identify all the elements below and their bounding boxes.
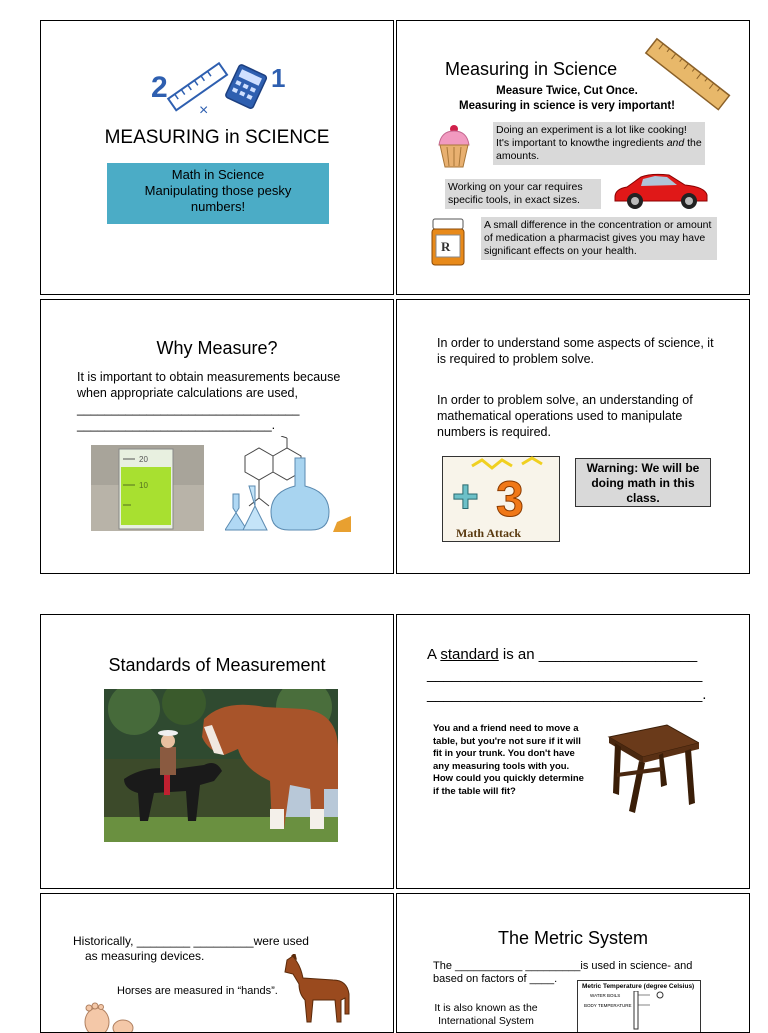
cooking-text: Doing an experiment is a lot like cooking! It's important to knowthe ingredients	[496, 124, 687, 149]
slide-4-paragraph-1: In order to understand some aspects of science, it is required to problem solve.	[437, 336, 714, 366]
math-ruler-calculator-icon	[149, 57, 289, 119]
horse-hands-text: Horses are measured in “hands”.	[117, 985, 278, 997]
slide-7	[40, 893, 394, 1033]
temperature-label-2: BODY TEMPERATURE	[584, 1003, 632, 1008]
slide-2-title: Measuring in Science	[445, 59, 618, 79]
slide-4	[396, 299, 750, 574]
slide-4-paragraph-2: In order to problem solve, an understanding of mathematical operations used to manipulate numbers is required.	[437, 393, 693, 439]
metric-temperature-chart	[577, 980, 701, 1033]
warning-text: Warning: We will be doing math in this class.	[586, 461, 700, 505]
horse-and-pony-photo	[104, 689, 338, 842]
car-text: Working on your car requires specific tools, in exact sizes.	[448, 181, 583, 206]
slide-3-text	[77, 369, 357, 433]
table-question: You and a friend need to move a table, but you're not sure if it will fit in your trunk. You don't have any measuring tools with you. How could you quickly determine if the table will fit?	[433, 723, 584, 797]
temperature-label-1: WATER BOILS	[590, 993, 621, 998]
red-car-icon	[611, 169, 711, 211]
slide-1	[40, 20, 394, 295]
feet-icon	[81, 1002, 137, 1032]
slide-2	[396, 20, 750, 295]
svg-text:3: 3	[496, 471, 524, 527]
thermometer-icon	[630, 991, 670, 1031]
medicine-bottle-icon	[429, 217, 467, 267]
svg-text:+: +	[452, 470, 479, 522]
slide-8-title: The Metric System	[497, 928, 649, 948]
standard-blank-2: _________________________________	[427, 666, 703, 683]
temperature-chart-title: Metric Temperature (degree Celsius)	[582, 983, 695, 990]
metric-text-2: It is also known as the International System	[434, 1002, 538, 1027]
svg-text:×: ×	[199, 102, 209, 119]
slide-1-title: MEASURING in SCIENCE	[104, 127, 330, 148]
math-attack-image	[442, 456, 560, 542]
subtitle-line-2: Manipulating those pesky numbers!	[144, 183, 292, 214]
slide-2-sub-1: Measure Twice, Cut Once.	[496, 85, 638, 97]
cylinder-mark-2: 10	[139, 481, 148, 490]
historical-text-line-1: Historically, ________ _________were used	[73, 934, 309, 948]
graduated-cylinder-image	[91, 445, 204, 531]
digit-right: 1	[271, 63, 286, 93]
cooking-text-end: the amounts.	[496, 137, 702, 162]
standard-keyword: standard	[440, 646, 499, 663]
why-measure-blank: ____________________________.	[77, 418, 276, 432]
digit-left: 2	[151, 71, 168, 104]
slide-5	[40, 614, 394, 889]
medication-text-box	[481, 217, 717, 260]
chemistry-flask-image	[225, 436, 351, 532]
why-measure-text: It is important to obtain measurements because when appropriate calculations are used, ________________________________	[77, 370, 341, 416]
standard-suffix: is an ___________________	[498, 646, 698, 663]
slide-2-sub-2: Measuring in science is very important!	[458, 100, 675, 112]
cooking-text-emphasis: and	[666, 137, 685, 149]
slide-3-title: Why Measure?	[156, 338, 278, 358]
medication-text: A small difference in the concentration or amount of medication a pharmacist gives you may have significant effects on your health.	[484, 219, 712, 257]
math-attack-caption: Math Attack	[456, 526, 521, 540]
cupcake-icon	[435, 121, 473, 169]
standard-prefix: A	[427, 646, 441, 663]
slide-5-title: Standards of Measurement	[108, 655, 326, 675]
car-text-box	[445, 179, 601, 209]
historical-text-line-2: as measuring devices.	[85, 949, 205, 963]
slide-6	[396, 614, 750, 889]
slide-3	[40, 299, 394, 574]
slide-8	[396, 893, 750, 1033]
subtitle-line-1: Math in Science	[171, 167, 265, 182]
warning-box	[575, 458, 711, 507]
standard-blank-3: _________________________________.	[427, 686, 707, 703]
cooking-text-box	[493, 122, 705, 165]
cylinder-mark-1: 20	[139, 455, 148, 464]
brown-horse-icon	[283, 954, 353, 1026]
standard-definition	[427, 645, 727, 705]
wooden-table-icon	[603, 723, 699, 815]
metric-text: The ___________ _________is used in science- and based on factors of ____.	[433, 960, 693, 985]
svg-text:R: R	[441, 239, 451, 254]
slide-1-subtitle-box	[107, 163, 329, 224]
